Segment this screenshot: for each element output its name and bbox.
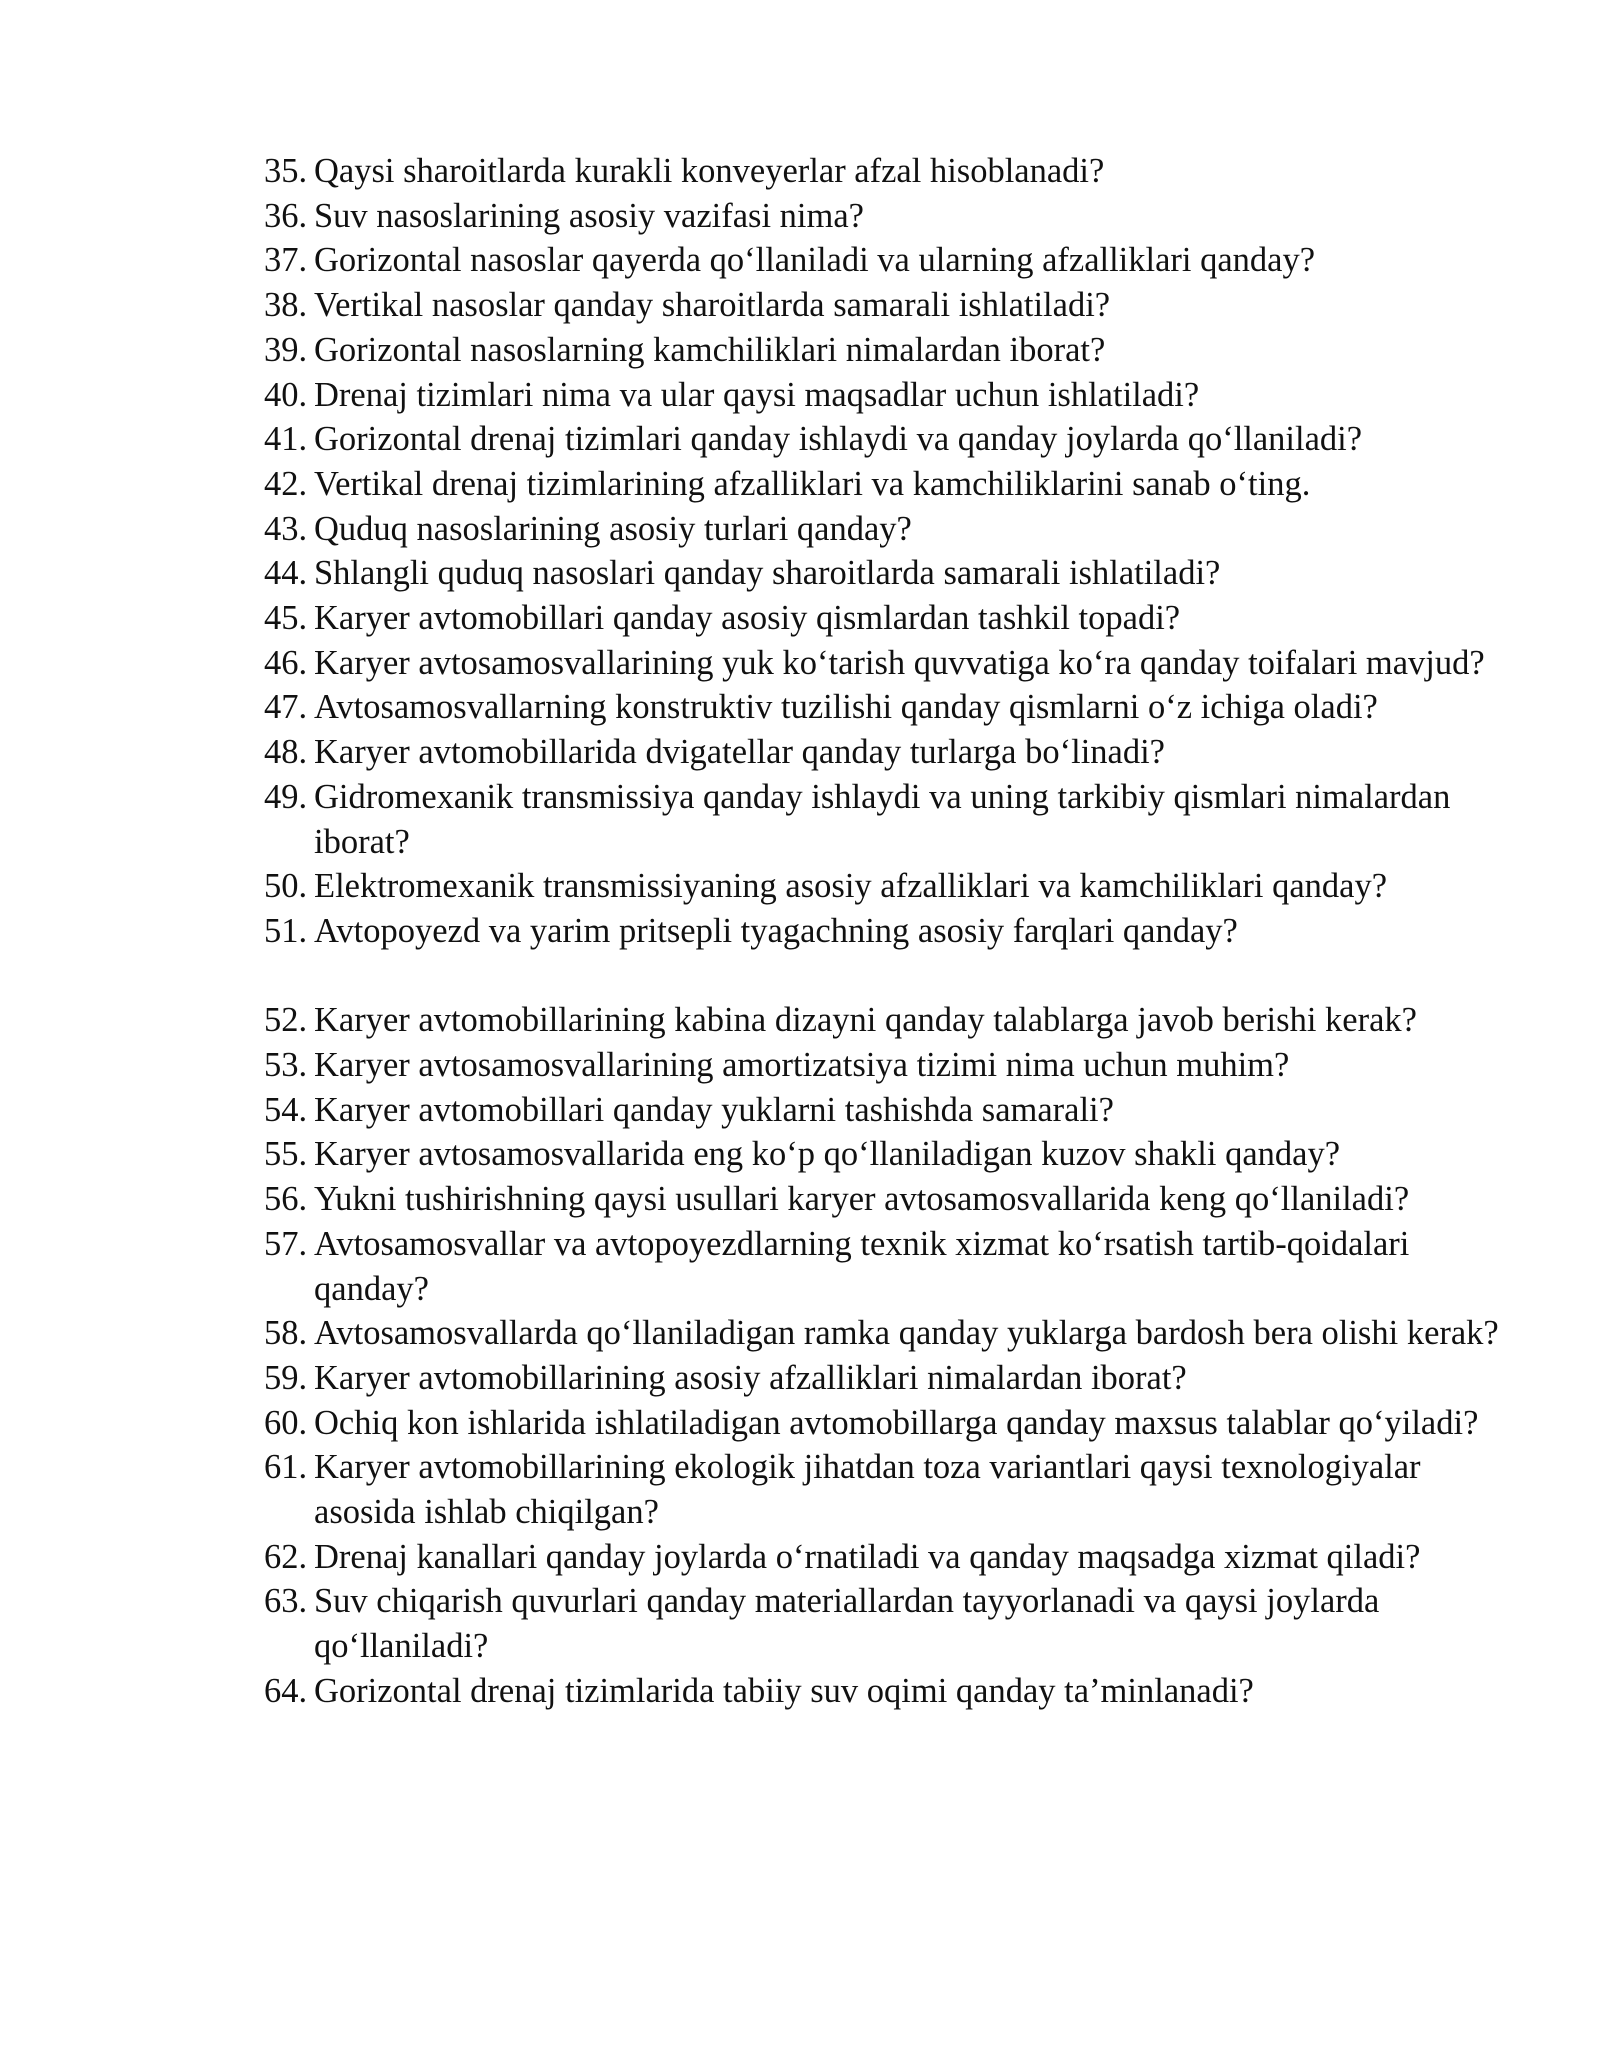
question-text: Gorizontal drenaj tizimlarida tabiiy suv oqimi qanday ta’minlanadi? — [314, 1671, 1254, 1710]
question-item — [264, 1132, 1504, 1177]
question-number: 43. — [264, 509, 308, 548]
question-item — [264, 1088, 1504, 1133]
question-text: Vertikal drenaj tizimlarining afzalliklari va kamchiliklarini sanab o‘ting. — [314, 464, 1311, 503]
question-number: 41. — [264, 420, 308, 459]
question-number: 57. — [264, 1224, 308, 1263]
question-number: 51. — [264, 911, 308, 950]
question-item — [264, 641, 1504, 686]
question-text: Karyer avtomobillari qanday yuklarni tashishda samarali? — [314, 1090, 1114, 1129]
question-text: Karyer avtosamosvallarining amortizatsiya tizimi nima uchun muhim? — [314, 1046, 1290, 1085]
question-item — [264, 1401, 1504, 1446]
question-item — [264, 1043, 1504, 1088]
question-number: 47. — [264, 688, 308, 727]
question-text: Karyer avtosamosvallarida eng ko‘p qo‘llaniladigan kuzov shakli qanday? — [314, 1135, 1341, 1174]
question-text: Gidromexanik transmissiya qanday ishlaydi va uning tarkibiy qismlari nimalardan iborat? — [314, 777, 1451, 861]
question-item — [264, 685, 1504, 730]
question-number: 62. — [264, 1537, 308, 1576]
question-item — [264, 328, 1504, 373]
question-number: 46. — [264, 643, 308, 682]
question-item — [264, 1222, 1504, 1311]
question-number: 45. — [264, 599, 308, 638]
question-item — [264, 238, 1504, 283]
question-number: 44. — [264, 554, 308, 593]
question-text: Karyer avtomobillarining kabina dizayni qanday talablarga javob berishi kerak? — [314, 1001, 1417, 1040]
question-number: 49. — [264, 777, 308, 816]
question-item — [264, 283, 1504, 328]
question-text: Quduq nasoslarining asosiy turlari qanday? — [314, 509, 912, 548]
question-number: 52. — [264, 1001, 308, 1040]
question-text: Karyer avtomobillari qanday asosiy qismlardan tashkil topadi? — [314, 599, 1181, 638]
question-item — [264, 1177, 1504, 1222]
question-item — [264, 1356, 1504, 1401]
question-number: 63. — [264, 1582, 308, 1621]
question-item — [264, 1669, 1504, 1714]
question-item — [264, 1579, 1504, 1668]
question-item — [264, 194, 1504, 239]
question-text: Karyer avtomobillarining asosiy afzalliklari nimalardan iborat? — [314, 1358, 1187, 1397]
question-number: 56. — [264, 1180, 308, 1219]
question-text: Suv chiqarish quvurlari qanday materiallardan tayyorlanadi va qaysi joylarda qo‘llaniladi? — [314, 1582, 1380, 1666]
question-text: Drenaj tizimlari nima va ular qaysi maqsadlar uchun ishlatiladi? — [314, 375, 1200, 414]
question-text: Shlangli quduq nasoslari qanday sharoitlarda samarali ishlatiladi? — [314, 554, 1221, 593]
question-number: 61. — [264, 1448, 308, 1487]
question-number: 36. — [264, 196, 308, 235]
question-text: Karyer avtomobillarining ekologik jihatdan toza variantlari qaysi texnologiyalar asosida ishlab chiqilgan? — [314, 1448, 1421, 1532]
question-text: Yukni tushirishning qaysi usullari karyer avtosamosvallarida keng qo‘llaniladi? — [314, 1180, 1410, 1219]
question-item — [264, 507, 1504, 552]
question-number: 54. — [264, 1090, 308, 1129]
question-item — [264, 730, 1504, 775]
question-item — [264, 864, 1504, 909]
question-item — [264, 462, 1504, 507]
question-item — [264, 373, 1504, 418]
question-item — [264, 909, 1504, 954]
question-text: Avtosamosvallarning konstruktiv tuzilishi qanday qismlarni o‘z ichiga oladi? — [314, 688, 1378, 727]
question-number: 40. — [264, 375, 308, 414]
question-number: 59. — [264, 1358, 308, 1397]
question-item — [264, 1311, 1504, 1356]
question-text: Avtopoyezd va yarim pritsepli tyagachning asosiy farqlari qanday? — [314, 911, 1238, 950]
question-item — [264, 1535, 1504, 1580]
question-number: 38. — [264, 286, 308, 325]
question-item — [264, 775, 1504, 864]
question-item — [264, 998, 1504, 1043]
question-text: Gorizontal nasoslar qayerda qo‘llaniladi va ularning afzalliklari qanday? — [314, 241, 1316, 280]
question-text: Karyer avtosamosvallarining yuk ko‘tarish quvvatiga ko‘ra qanday toifalari mavjud? — [314, 643, 1485, 682]
question-text: Gorizontal nasoslarning kamchiliklari nimalardan iborat? — [314, 330, 1106, 369]
question-number: 50. — [264, 867, 308, 906]
question-item — [264, 149, 1504, 194]
question-text: Drenaj kanallari qanday joylarda o‘rnatiladi va qanday maqsadga xizmat qiladi? — [314, 1537, 1421, 1576]
question-number: 48. — [264, 733, 308, 772]
question-text: Karyer avtomobillarida dvigatellar qanday turlarga bo‘linadi? — [314, 733, 1165, 772]
question-text: Elektromexanik transmissiyaning asosiy afzalliklari va kamchiliklari qanday? — [314, 867, 1388, 906]
question-item — [264, 596, 1504, 641]
question-number: 35. — [264, 152, 308, 190]
question-text: Gorizontal drenaj tizimlari qanday ishlaydi va qanday joylarda qo‘llaniladi? — [314, 420, 1363, 459]
question-number: 58. — [264, 1314, 308, 1353]
question-item — [264, 551, 1504, 596]
question-number: 39. — [264, 330, 308, 369]
question-item — [264, 1445, 1504, 1534]
question-text: Ochiq kon ishlarida ishlatiladigan avtomobillarga qanday maxsus talablar qo‘yiladi? — [314, 1403, 1479, 1442]
question-text: Qaysi sharoitlarda kurakli konveyerlar afzal hisoblanadi? — [314, 152, 1105, 190]
question-number: 42. — [264, 464, 308, 503]
question-number: 64. — [264, 1671, 308, 1710]
question-text: Suv nasoslarining asosiy vazifasi nima? — [314, 196, 864, 235]
question-number: 53. — [264, 1046, 308, 1085]
question-text: Vertikal nasoslar qanday sharoitlarda samarali ishlatiladi? — [314, 286, 1111, 325]
question-number: 37. — [264, 241, 308, 280]
question-item — [264, 417, 1504, 462]
question-number: 55. — [264, 1135, 308, 1174]
question-text: Avtosamosvallarda qo‘llaniladigan ramka qanday yuklarga bardosh bera olishi kerak? — [314, 1314, 1499, 1353]
question-text: Avtosamosvallar va avtopoyezdlarning texnik xizmat ko‘rsatish tartib-qoidalari qanday? — [314, 1224, 1410, 1308]
question-number: 60. — [264, 1403, 308, 1442]
question-list — [264, 149, 1504, 1714]
